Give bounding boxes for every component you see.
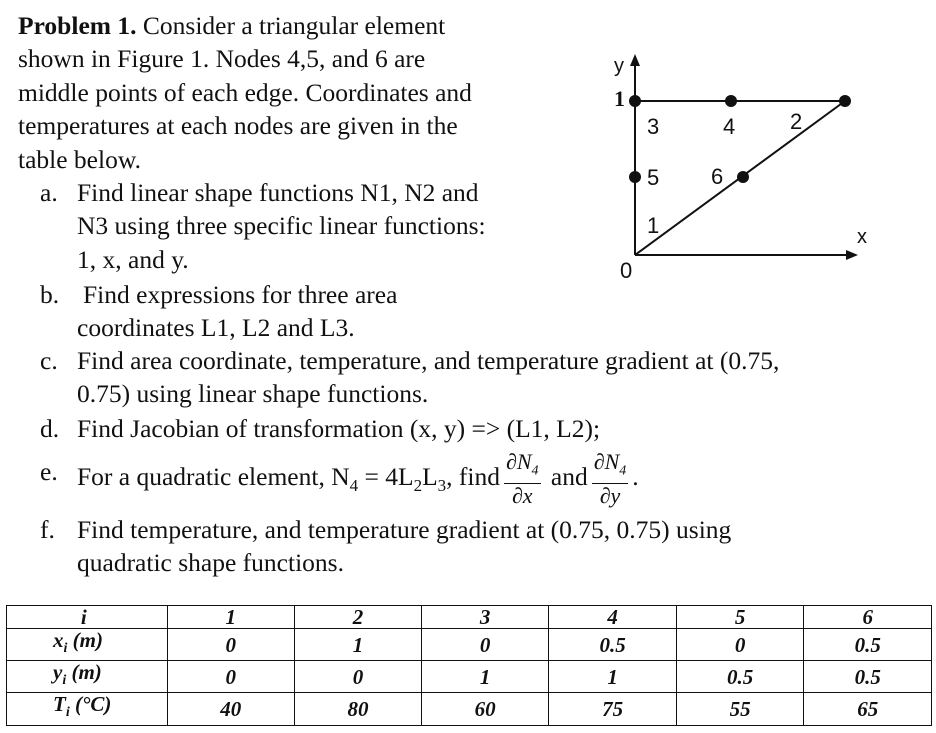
item-line: Find linear shape functions N1, N2 and [77, 178, 479, 207]
origin-label: 0 [620, 258, 633, 283]
table-cell: 0 [167, 629, 294, 661]
table-cell: 0.5 [676, 661, 804, 693]
item-line: Find temperature, and temperature gradient at (0.75, 0.75) using [77, 515, 732, 544]
row-header: i [7, 606, 168, 629]
table-cell: 4 [549, 606, 677, 629]
item-line: Find area coordinate, temperature, and temperature gradient at (0.75, [77, 346, 780, 375]
table-cell: 40 [167, 693, 294, 725]
table-cell: 80 [294, 693, 421, 725]
item-line: N3 using three specific linear functions: [77, 211, 486, 241]
table-row [7, 661, 932, 693]
node-label-3: 3 [647, 114, 660, 139]
table-cell: 1 [167, 606, 294, 629]
item-line: quadratic shape functions. [77, 548, 344, 578]
row-header: $x_i$ (m) [7, 629, 168, 661]
y-axis-arrow-icon [630, 54, 640, 66]
table-cell: 75 [549, 693, 677, 725]
item-line: 0.75) using linear shape functions. [77, 379, 429, 409]
item-line: Find expressions for three area [83, 280, 398, 309]
problem-heading: Problem 1. [18, 11, 137, 40]
table-row [7, 693, 932, 725]
table-cell: 0 [167, 661, 294, 693]
x-axis-label: x [857, 226, 867, 248]
table-cell: 65 [804, 693, 932, 725]
table-cell: 0.5 [804, 661, 932, 693]
triangle-figure [600, 50, 870, 290]
table-cell: 0.5 [549, 629, 677, 661]
table-cell: 0.5 [804, 629, 932, 661]
node-4 [725, 95, 737, 107]
item-label: a. [40, 178, 58, 207]
item-line: coordinates L1, L2 and L3. [77, 313, 355, 343]
node-label-5: 5 [647, 165, 660, 190]
y-tick-1: 1 [614, 86, 625, 111]
node-2 [839, 95, 851, 107]
problem-intro [18, 9, 472, 176]
table-cell: 0 [422, 629, 549, 661]
item-label: d. [40, 414, 60, 443]
table-cell: 55 [676, 693, 804, 725]
table-cell: 0 [676, 629, 804, 661]
item-label: b. [40, 280, 60, 309]
table-cell: 0 [294, 661, 421, 693]
table-cell: 2 [294, 606, 421, 629]
node-data-table [6, 605, 932, 726]
intro-line-3: middle points of each edge. Coordinates and [18, 77, 472, 107]
table-cell: 1 [294, 629, 421, 661]
table-cell: 5 [676, 606, 804, 629]
partial-n4-dx: $\frac{\partial N_4}{\partial x}$ [505, 449, 539, 509]
item-label: f. [40, 515, 55, 544]
table-cell: 6 [804, 606, 932, 629]
node-6 [737, 171, 749, 183]
node-3 [629, 95, 641, 107]
table-cell: 3 [422, 606, 549, 629]
node-label-2: 2 [790, 109, 803, 134]
node-label-4: 4 [723, 114, 736, 139]
item-label: e. [40, 457, 58, 486]
partial-n4-dy: $\frac{\partial N_4}{\partial y}$ [593, 449, 627, 509]
table-cell: 1 [422, 661, 549, 693]
item-line: 1, x, and y. [77, 244, 189, 274]
y-axis-label: y [614, 55, 624, 77]
item-label: c. [40, 346, 58, 375]
node-label-1: 1 [647, 213, 660, 238]
intro-line-1: Problem 1. Consider a triangular element [18, 11, 446, 40]
table-cell: 1 [549, 661, 677, 693]
node-label-6: 6 [711, 164, 724, 189]
item-line: Find Jacobian of transformation (x, y) => (L1, L2); [77, 414, 601, 443]
intro-line-5: table below. [18, 144, 141, 174]
row-header: $y_i$ (m) [7, 661, 168, 693]
x-axis-arrow-icon [846, 250, 858, 260]
table-row [7, 606, 932, 629]
table-cell: 60 [422, 693, 549, 725]
intro-line-2: shown in Figure 1. Nodes 4,5, and 6 are [18, 44, 426, 74]
table-row [7, 629, 932, 661]
node-5 [629, 171, 641, 183]
row-header: $T_i$ (°C) [7, 693, 168, 725]
intro-line-4: temperatures at each nodes are given in the [18, 111, 458, 141]
